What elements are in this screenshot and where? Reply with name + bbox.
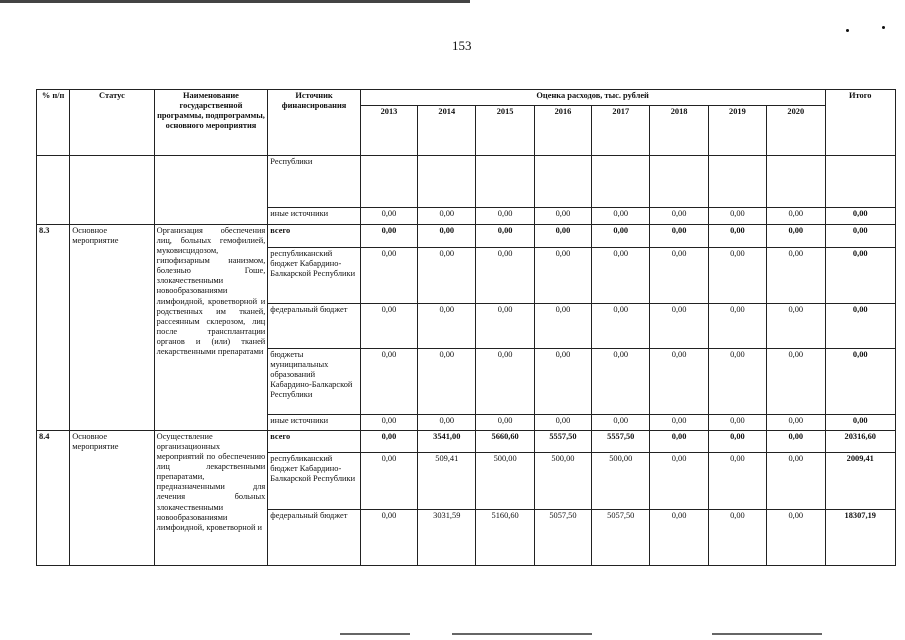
table-row bbox=[37, 156, 896, 208]
value-cell: 0,00 bbox=[592, 248, 650, 304]
value-cell: 0,00 bbox=[418, 349, 476, 415]
value-cell: 0,00 bbox=[592, 304, 650, 349]
header-num: % п/п bbox=[37, 90, 70, 156]
value-cell: 0,00 bbox=[592, 208, 650, 225]
value-cell: 0,00 bbox=[360, 248, 417, 304]
header-year: 2014 bbox=[418, 106, 476, 156]
value-cell: 509,41 bbox=[418, 453, 476, 510]
scan-speck bbox=[882, 26, 885, 29]
source-cell: федеральный бюджет bbox=[268, 304, 361, 349]
scan-edge-mark bbox=[712, 633, 822, 635]
value-cell: 0,00 bbox=[360, 510, 417, 566]
scan-edge-line bbox=[0, 0, 470, 3]
source-cell: всего bbox=[268, 225, 361, 248]
empty-cell bbox=[37, 156, 70, 225]
total-cell: 0,00 bbox=[825, 208, 896, 225]
name-cell: Организация обеспечения лиц, больных гемофилией, муковисцидозом, гипофизарным нанизмом, болезнью Гоше, злокачественными новообразованиями лимфоидной, кроветворной и родственных им тканей, рассеянным склерозом, лиц после трансплантации органов и (или) тканей лекарственными препаратами bbox=[154, 225, 268, 431]
value-cell: 0,00 bbox=[767, 415, 825, 431]
source-cell: всего bbox=[268, 431, 361, 453]
total-cell: 20316,60 bbox=[825, 431, 896, 453]
value-cell: 0,00 bbox=[418, 415, 476, 431]
value-cell: 0,00 bbox=[767, 208, 825, 225]
value-cell: 0,00 bbox=[592, 349, 650, 415]
value-cell: 0,00 bbox=[650, 304, 708, 349]
value-cell: 0,00 bbox=[767, 431, 825, 453]
value-cell: 0,00 bbox=[708, 510, 766, 566]
value-cell: 500,00 bbox=[476, 453, 534, 510]
value-cell: 0,00 bbox=[708, 208, 766, 225]
value-cell: 0,00 bbox=[650, 431, 708, 453]
value-cell: 0,00 bbox=[767, 225, 825, 248]
value-cell bbox=[708, 156, 766, 208]
header-costs: Оценка расходов, тыс. рублей bbox=[360, 90, 825, 106]
empty-cell bbox=[70, 156, 154, 225]
value-cell: 0,00 bbox=[592, 225, 650, 248]
value-cell: 0,00 bbox=[708, 349, 766, 415]
source-cell: республиканский бюджет Кабардино-Балкарской Республики bbox=[268, 248, 361, 304]
value-cell: 3031,59 bbox=[418, 510, 476, 566]
value-cell bbox=[534, 156, 591, 208]
scan-edge-mark bbox=[452, 633, 592, 635]
source-cell: иные источники bbox=[268, 415, 361, 431]
table-row bbox=[37, 225, 896, 248]
value-cell: 0,00 bbox=[360, 453, 417, 510]
name-cell: Осуществление организационных мероприятий по обеспечению лиц лекарственными препаратами, предназначенными для лечения больных злокачественными новообразованиями лимфоидной, кроветворной и bbox=[154, 431, 268, 566]
value-cell bbox=[650, 156, 708, 208]
value-cell: 0,00 bbox=[360, 304, 417, 349]
page-number: 153 bbox=[452, 38, 472, 53]
value-cell: 0,00 bbox=[708, 248, 766, 304]
value-cell: 5057,50 bbox=[534, 510, 591, 566]
value-cell: 0,00 bbox=[534, 349, 591, 415]
value-cell: 0,00 bbox=[767, 349, 825, 415]
value-cell: 0,00 bbox=[418, 225, 476, 248]
value-cell: 5057,50 bbox=[592, 510, 650, 566]
value-cell: 0,00 bbox=[360, 225, 417, 248]
header-year: 2013 bbox=[360, 106, 417, 156]
value-cell: 0,00 bbox=[476, 248, 534, 304]
header-year: 2019 bbox=[708, 106, 766, 156]
value-cell: 0,00 bbox=[360, 415, 417, 431]
scan-speck bbox=[846, 29, 849, 32]
value-cell bbox=[418, 156, 476, 208]
source-cell: бюджеты муниципальных образований Кабардино-Балкарской Республики bbox=[268, 349, 361, 415]
value-cell: 0,00 bbox=[708, 431, 766, 453]
value-cell: 500,00 bbox=[534, 453, 591, 510]
source-cell: федеральный бюджет bbox=[268, 510, 361, 566]
header-year: 2016 bbox=[534, 106, 591, 156]
value-cell: 0,00 bbox=[767, 453, 825, 510]
value-cell: 0,00 bbox=[418, 248, 476, 304]
value-cell: 5557,50 bbox=[592, 431, 650, 453]
item-number: 8.4 bbox=[37, 431, 70, 566]
value-cell: 5557,50 bbox=[534, 431, 591, 453]
value-cell: 0,00 bbox=[534, 208, 591, 225]
header-row bbox=[37, 90, 896, 106]
value-cell: 0,00 bbox=[360, 349, 417, 415]
value-cell: 0,00 bbox=[476, 208, 534, 225]
total-cell: 0,00 bbox=[825, 225, 896, 248]
value-cell: 0,00 bbox=[650, 415, 708, 431]
source-cell: республиканский бюджет Кабардино-Балкарской Республики bbox=[268, 453, 361, 510]
value-cell: 0,00 bbox=[360, 431, 417, 453]
total-cell: 0,00 bbox=[825, 248, 896, 304]
value-cell: 0,00 bbox=[476, 225, 534, 248]
header-year: 2018 bbox=[650, 106, 708, 156]
header-status: Статус bbox=[70, 90, 154, 156]
total-cell: 0,00 bbox=[825, 349, 896, 415]
value-cell: 0,00 bbox=[708, 225, 766, 248]
value-cell: 0,00 bbox=[708, 453, 766, 510]
header-year: 2015 bbox=[476, 106, 534, 156]
value-cell: 0,00 bbox=[418, 208, 476, 225]
total-cell bbox=[825, 156, 896, 208]
scan-edge-mark bbox=[340, 633, 410, 635]
value-cell bbox=[592, 156, 650, 208]
value-cell: 0,00 bbox=[534, 225, 591, 248]
value-cell: 0,00 bbox=[476, 415, 534, 431]
value-cell: 0,00 bbox=[708, 304, 766, 349]
header-name: Наименование государственной программы, подпрограммы, основного мероприятия bbox=[154, 90, 268, 156]
total-cell: 18307,19 bbox=[825, 510, 896, 566]
total-cell: 0,00 bbox=[825, 304, 896, 349]
value-cell: 0,00 bbox=[650, 510, 708, 566]
value-cell: 3541,00 bbox=[418, 431, 476, 453]
status-cell: Основное мероприятие bbox=[70, 225, 154, 431]
header-year: 2020 bbox=[767, 106, 825, 156]
total-cell: 2009,41 bbox=[825, 453, 896, 510]
empty-cell bbox=[154, 156, 268, 225]
value-cell: 0,00 bbox=[650, 208, 708, 225]
value-cell bbox=[767, 156, 825, 208]
value-cell: 0,00 bbox=[767, 248, 825, 304]
item-number: 8.3 bbox=[37, 225, 70, 431]
value-cell: 0,00 bbox=[476, 304, 534, 349]
header-year: 2017 bbox=[592, 106, 650, 156]
source-cell: иные источники bbox=[268, 208, 361, 225]
value-cell: 0,00 bbox=[650, 349, 708, 415]
value-cell bbox=[360, 156, 417, 208]
source-cell: Республики bbox=[268, 156, 361, 208]
value-cell: 0,00 bbox=[767, 510, 825, 566]
value-cell: 0,00 bbox=[360, 208, 417, 225]
value-cell: 0,00 bbox=[476, 349, 534, 415]
value-cell: 0,00 bbox=[650, 225, 708, 248]
value-cell: 0,00 bbox=[767, 304, 825, 349]
value-cell: 0,00 bbox=[708, 415, 766, 431]
value-cell: 5160,60 bbox=[476, 510, 534, 566]
value-cell bbox=[476, 156, 534, 208]
header-source: Источник финансирования bbox=[268, 90, 361, 156]
value-cell: 0,00 bbox=[534, 248, 591, 304]
value-cell: 5660,60 bbox=[476, 431, 534, 453]
status-cell: Основное мероприятие bbox=[70, 431, 154, 566]
expense-table bbox=[36, 89, 896, 566]
value-cell: 0,00 bbox=[418, 304, 476, 349]
value-cell: 0,00 bbox=[534, 415, 591, 431]
value-cell: 0,00 bbox=[650, 248, 708, 304]
value-cell: 500,00 bbox=[592, 453, 650, 510]
value-cell: 0,00 bbox=[650, 453, 708, 510]
value-cell: 0,00 bbox=[592, 415, 650, 431]
total-cell: 0,00 bbox=[825, 415, 896, 431]
table-row bbox=[37, 431, 896, 453]
header-total: Итого bbox=[825, 90, 896, 156]
value-cell: 0,00 bbox=[534, 304, 591, 349]
